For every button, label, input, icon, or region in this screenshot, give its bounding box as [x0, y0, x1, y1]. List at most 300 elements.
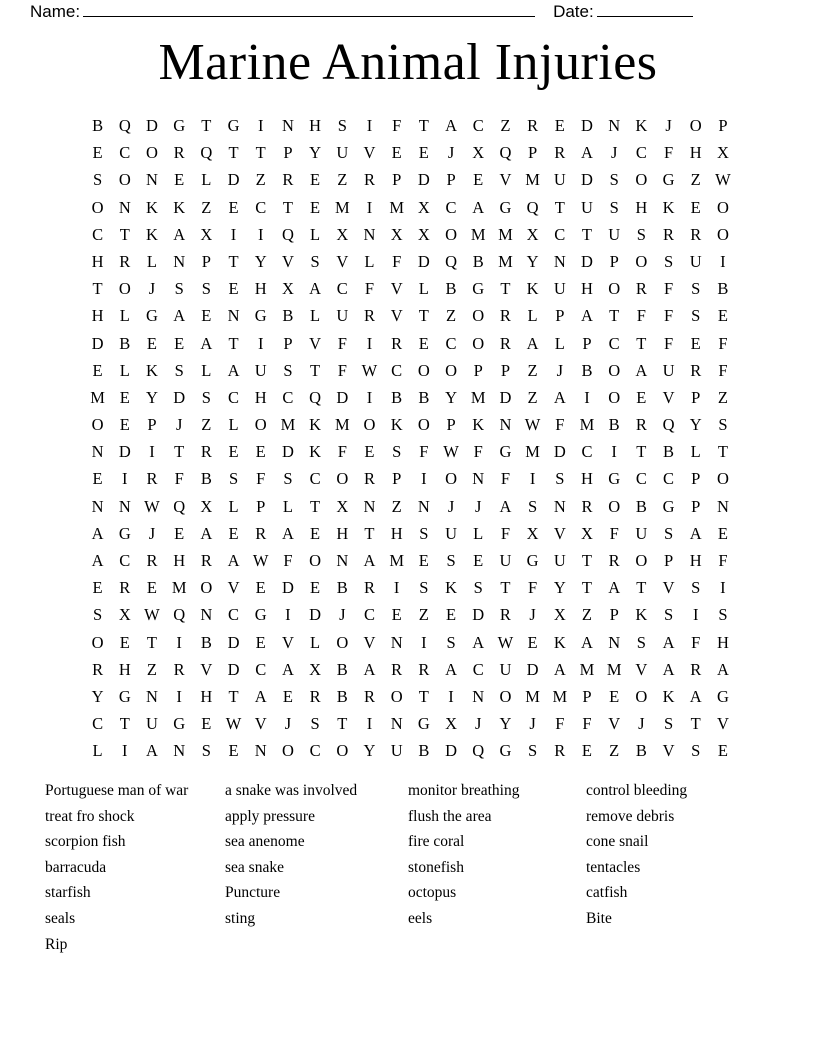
grid-cell[interactable]: E: [92, 578, 103, 598]
grid-cell[interactable]: S: [337, 116, 347, 135]
grid-cell[interactable]: C: [554, 224, 566, 244]
grid-cell[interactable]: I: [421, 632, 427, 652]
grid-cell[interactable]: Z: [527, 360, 538, 380]
grid-cell[interactable]: R: [635, 415, 647, 435]
grid-cell[interactable]: J: [148, 279, 156, 299]
word-list-item[interactable]: flush the area: [408, 807, 492, 825]
grid-cell[interactable]: F: [500, 523, 510, 543]
grid-cell[interactable]: E: [174, 333, 185, 353]
grid-cell[interactable]: U: [635, 523, 648, 543]
grid-cell[interactable]: V: [336, 251, 349, 271]
grid-cell[interactable]: E: [146, 578, 158, 598]
grid-cell[interactable]: N: [227, 306, 240, 326]
grid-cell[interactable]: L: [310, 632, 321, 652]
grid-cell[interactable]: S: [663, 605, 674, 625]
grid-cell[interactable]: D: [581, 251, 593, 271]
grid-cell[interactable]: A: [200, 333, 213, 353]
grid-cell[interactable]: T: [636, 442, 647, 462]
grid-cell[interactable]: E: [228, 279, 239, 299]
grid-cell[interactable]: D: [173, 387, 186, 407]
word-list-item[interactable]: Portuguese man of war: [45, 782, 189, 799]
grid-cell[interactable]: U: [499, 551, 512, 570]
grid-cell[interactable]: P: [582, 333, 592, 353]
grid-cell[interactable]: S: [528, 741, 538, 761]
grid-cell[interactable]: N: [472, 469, 485, 489]
grid-cell[interactable]: Y: [689, 415, 702, 435]
grid-cell[interactable]: I: [366, 116, 373, 135]
grid-cell[interactable]: V: [635, 659, 648, 679]
grid-cell[interactable]: X: [336, 496, 349, 516]
grid-cell[interactable]: J: [475, 714, 482, 734]
grid-cell[interactable]: D: [146, 116, 158, 135]
grid-cell[interactable]: M: [498, 224, 513, 244]
grid-cell[interactable]: L: [310, 306, 321, 326]
grid-cell[interactable]: N: [146, 170, 158, 190]
grid-cell[interactable]: X: [200, 496, 213, 516]
grid-cell[interactable]: A: [472, 197, 485, 217]
grid-cell[interactable]: R: [363, 686, 375, 706]
grid-cell[interactable]: U: [499, 659, 512, 679]
grid-cell[interactable]: T: [310, 360, 321, 380]
grid-cell[interactable]: F: [392, 116, 402, 135]
grid-cell[interactable]: D: [553, 442, 566, 462]
grid-cell[interactable]: B: [336, 659, 348, 679]
grid-cell[interactable]: G: [254, 306, 267, 326]
grid-cell[interactable]: L: [201, 170, 212, 190]
grid-cell[interactable]: Z: [609, 741, 620, 761]
grid-cell[interactable]: R: [554, 741, 566, 761]
grid-cell[interactable]: S: [691, 578, 701, 598]
grid-cell[interactable]: W: [497, 632, 514, 652]
date-input-line[interactable]: [597, 3, 693, 17]
grid-cell[interactable]: L: [418, 279, 429, 299]
grid-cell[interactable]: G: [499, 442, 512, 462]
grid-cell[interactable]: F: [718, 360, 728, 380]
grid-cell[interactable]: K: [472, 415, 485, 435]
grid-cell[interactable]: K: [390, 415, 403, 435]
grid-cell[interactable]: E: [92, 360, 103, 380]
grid-cell[interactable]: S: [718, 605, 728, 625]
grid-cell[interactable]: A: [553, 387, 566, 407]
grid-cell[interactable]: X: [309, 659, 322, 679]
grid-cell[interactable]: D: [309, 605, 322, 625]
grid-cell[interactable]: N: [91, 496, 104, 516]
grid-cell[interactable]: X: [417, 197, 430, 217]
grid-cell[interactable]: G: [608, 469, 621, 489]
grid-cell[interactable]: B: [391, 387, 403, 407]
grid-cell[interactable]: X: [118, 605, 131, 625]
grid-cell[interactable]: P: [691, 469, 701, 489]
grid-cell[interactable]: R: [309, 686, 321, 706]
grid-cell[interactable]: A: [363, 659, 376, 679]
grid-cell[interactable]: D: [526, 659, 539, 679]
grid-cell[interactable]: R: [146, 469, 158, 489]
grid-cell[interactable]: K: [146, 197, 158, 217]
grid-cell[interactable]: Z: [717, 387, 728, 407]
grid-cell[interactable]: Z: [690, 170, 701, 190]
word-list-item[interactable]: treat fro shock: [45, 807, 135, 825]
grid-cell[interactable]: Z: [418, 605, 429, 625]
grid-cell[interactable]: O: [118, 279, 131, 299]
grid-cell[interactable]: H: [309, 116, 322, 135]
grid-cell[interactable]: N: [608, 116, 621, 135]
grid-cell[interactable]: O: [91, 632, 104, 652]
grid-cell[interactable]: G: [146, 306, 158, 326]
grid-cell[interactable]: C: [472, 659, 484, 679]
word-list-item[interactable]: Puncture: [225, 884, 281, 902]
grid-cell[interactable]: W: [715, 170, 731, 190]
grid-cell[interactable]: O: [635, 551, 648, 570]
grid-cell[interactable]: U: [146, 714, 158, 734]
grid-cell[interactable]: F: [500, 469, 510, 489]
grid-cell[interactable]: Q: [173, 496, 186, 516]
grid-cell[interactable]: D: [227, 632, 240, 652]
grid-cell[interactable]: O: [417, 415, 430, 435]
grid-cell[interactable]: C: [309, 469, 321, 489]
grid-cell[interactable]: A: [689, 686, 702, 706]
grid-cell[interactable]: B: [282, 306, 294, 326]
grid-cell[interactable]: E: [554, 116, 565, 135]
grid-cell[interactable]: O: [445, 224, 457, 244]
grid-cell[interactable]: B: [663, 442, 675, 462]
grid-cell[interactable]: B: [336, 686, 348, 706]
grid-cell[interactable]: R: [200, 442, 212, 462]
grid-cell[interactable]: E: [473, 170, 484, 190]
grid-cell[interactable]: U: [254, 360, 267, 380]
grid-cell[interactable]: C: [228, 605, 240, 625]
grid-cell[interactable]: E: [92, 143, 103, 163]
grid-cell[interactable]: F: [636, 306, 646, 326]
grid-cell[interactable]: N: [417, 496, 430, 516]
grid-cell[interactable]: V: [390, 306, 403, 326]
grid-cell[interactable]: N: [118, 496, 131, 516]
grid-cell[interactable]: S: [392, 442, 402, 462]
grid-cell[interactable]: F: [528, 578, 538, 598]
grid-cell[interactable]: S: [419, 578, 429, 598]
grid-cell[interactable]: B: [92, 116, 104, 135]
grid-cell[interactable]: I: [366, 387, 373, 407]
grid-cell[interactable]: L: [228, 415, 239, 435]
grid-cell[interactable]: O: [254, 415, 267, 435]
grid-cell[interactable]: C: [445, 333, 457, 353]
grid-cell[interactable]: B: [336, 578, 348, 598]
grid-cell[interactable]: S: [201, 387, 211, 407]
grid-cell[interactable]: C: [92, 714, 104, 734]
grid-cell[interactable]: L: [92, 741, 103, 761]
grid-cell[interactable]: J: [339, 605, 346, 625]
grid-cell[interactable]: I: [149, 442, 155, 462]
grid-cell[interactable]: O: [716, 224, 729, 244]
grid-cell[interactable]: N: [390, 632, 403, 652]
grid-cell[interactable]: T: [146, 632, 158, 652]
grid-cell[interactable]: E: [228, 197, 239, 217]
grid-cell[interactable]: V: [309, 333, 322, 353]
grid-cell[interactable]: P: [582, 686, 592, 706]
grid-cell[interactable]: P: [283, 333, 293, 353]
grid-cell[interactable]: P: [609, 251, 619, 271]
grid-cell[interactable]: K: [309, 442, 322, 462]
grid-cell[interactable]: Q: [281, 224, 294, 244]
word-list-item[interactable]: seals: [45, 909, 76, 927]
grid-cell[interactable]: O: [635, 170, 648, 190]
grid-cell[interactable]: U: [553, 279, 566, 299]
grid-cell[interactable]: F: [283, 551, 293, 570]
grid-cell[interactable]: P: [446, 415, 456, 435]
grid-cell[interactable]: G: [118, 686, 131, 706]
grid-cell[interactable]: R: [363, 578, 375, 598]
grid-cell[interactable]: G: [472, 279, 485, 299]
grid-cell[interactable]: Z: [146, 659, 158, 679]
grid-cell[interactable]: E: [364, 442, 375, 462]
grid-cell[interactable]: G: [173, 116, 186, 135]
grid-cell[interactable]: S: [609, 170, 619, 190]
grid-cell[interactable]: H: [689, 551, 702, 570]
grid-cell[interactable]: Z: [581, 605, 593, 625]
word-list-item[interactable]: Rip: [45, 935, 68, 953]
grid-cell[interactable]: Q: [309, 387, 322, 407]
grid-cell[interactable]: J: [175, 415, 183, 435]
grid-cell[interactable]: E: [228, 442, 239, 462]
grid-cell[interactable]: Y: [254, 251, 267, 271]
grid-cell[interactable]: M: [606, 659, 622, 679]
grid-cell[interactable]: V: [662, 387, 675, 407]
grid-cell[interactable]: I: [257, 224, 264, 244]
grid-cell[interactable]: C: [255, 659, 267, 679]
grid-cell[interactable]: X: [472, 143, 485, 163]
grid-cell[interactable]: R: [146, 551, 158, 570]
grid-cell[interactable]: T: [717, 442, 728, 462]
grid-cell[interactable]: Z: [445, 306, 457, 326]
grid-cell[interactable]: C: [363, 605, 375, 625]
grid-cell[interactable]: T: [201, 116, 212, 135]
grid-cell[interactable]: N: [173, 741, 186, 761]
grid-cell[interactable]: I: [366, 714, 373, 734]
grid-cell[interactable]: E: [174, 523, 185, 543]
grid-cell[interactable]: E: [255, 442, 266, 462]
grid-cell[interactable]: M: [334, 415, 350, 435]
grid-cell[interactable]: H: [635, 197, 648, 217]
grid-cell[interactable]: A: [635, 360, 648, 380]
grid-cell[interactable]: I: [257, 333, 264, 353]
grid-cell[interactable]: U: [662, 360, 675, 380]
grid-cell[interactable]: P: [528, 143, 538, 163]
grid-cell[interactable]: Y: [553, 578, 566, 598]
grid-cell[interactable]: E: [255, 578, 266, 598]
grid-cell[interactable]: V: [390, 279, 403, 299]
grid-cell[interactable]: E: [228, 741, 239, 761]
grid-cell[interactable]: K: [146, 360, 158, 380]
grid-cell[interactable]: F: [691, 632, 701, 652]
grid-cell[interactable]: U: [336, 306, 349, 326]
grid-cell[interactable]: R: [499, 306, 511, 326]
grid-cell[interactable]: S: [636, 224, 646, 244]
grid-cell[interactable]: M: [280, 415, 296, 435]
grid-cell[interactable]: F: [663, 333, 674, 353]
grid-cell[interactable]: S: [718, 415, 728, 435]
word-list-item[interactable]: eels: [408, 909, 433, 927]
grid-cell[interactable]: G: [254, 605, 267, 625]
grid-cell[interactable]: X: [336, 224, 349, 244]
word-search-grid[interactable]: [84, 112, 737, 765]
grid-cell[interactable]: S: [446, 632, 456, 652]
grid-cell[interactable]: J: [610, 143, 618, 163]
grid-cell[interactable]: P: [500, 360, 510, 380]
grid-cell[interactable]: N: [390, 714, 403, 734]
grid-cell[interactable]: O: [91, 197, 104, 217]
grid-cell[interactable]: A: [445, 659, 457, 679]
grid-cell[interactable]: V: [662, 578, 675, 598]
grid-cell[interactable]: D: [417, 170, 430, 190]
grid-cell[interactable]: N: [608, 632, 621, 652]
grid-cell[interactable]: E: [310, 578, 321, 598]
grid-cell[interactable]: B: [608, 415, 620, 435]
grid-cell[interactable]: N: [118, 197, 131, 217]
grid-cell[interactable]: L: [201, 360, 212, 380]
grid-cell[interactable]: D: [445, 741, 457, 761]
grid-cell[interactable]: V: [227, 578, 240, 598]
grid-cell[interactable]: T: [228, 333, 239, 353]
grid-cell[interactable]: B: [717, 279, 729, 299]
grid-cell[interactable]: O: [608, 279, 621, 299]
grid-cell[interactable]: D: [91, 333, 104, 353]
grid-cell[interactable]: N: [499, 415, 512, 435]
grid-cell[interactable]: S: [663, 523, 674, 543]
grid-cell[interactable]: R: [173, 659, 185, 679]
grid-cell[interactable]: N: [553, 496, 566, 516]
grid-cell[interactable]: O: [445, 469, 457, 489]
grid-cell[interactable]: M: [579, 659, 595, 679]
word-list-item[interactable]: barracuda: [45, 858, 107, 876]
grid-cell[interactable]: Z: [391, 496, 402, 516]
grid-cell[interactable]: A: [662, 632, 675, 652]
grid-cell[interactable]: M: [579, 415, 595, 435]
grid-cell[interactable]: A: [91, 523, 104, 543]
grid-cell[interactable]: U: [608, 224, 621, 244]
grid-cell[interactable]: I: [529, 469, 536, 489]
grid-cell[interactable]: Q: [445, 251, 457, 271]
grid-cell[interactable]: B: [472, 251, 484, 271]
grid-cell[interactable]: M: [171, 578, 187, 598]
grid-cell[interactable]: E: [690, 333, 701, 353]
name-input-line[interactable]: [83, 3, 535, 17]
grid-cell[interactable]: S: [201, 741, 211, 761]
grid-cell[interactable]: E: [282, 686, 293, 706]
grid-cell[interactable]: R: [690, 224, 702, 244]
grid-cell[interactable]: F: [337, 442, 347, 462]
word-list-item[interactable]: stonefish: [408, 858, 464, 876]
grid-cell[interactable]: I: [176, 686, 182, 706]
grid-cell[interactable]: H: [200, 686, 213, 706]
grid-cell[interactable]: P: [555, 306, 565, 326]
grid-cell[interactable]: I: [611, 442, 617, 462]
grid-cell[interactable]: U: [445, 523, 457, 543]
grid-cell[interactable]: A: [91, 551, 104, 570]
grid-cell[interactable]: O: [608, 360, 621, 380]
grid-cell[interactable]: L: [310, 224, 321, 244]
grid-cell[interactable]: M: [525, 442, 540, 462]
grid-cell[interactable]: G: [499, 741, 512, 761]
grid-cell[interactable]: Z: [500, 116, 511, 135]
grid-cell[interactable]: A: [173, 224, 186, 244]
grid-cell[interactable]: F: [555, 714, 565, 734]
grid-cell[interactable]: B: [200, 469, 212, 489]
grid-cell[interactable]: T: [500, 578, 511, 598]
grid-cell[interactable]: O: [281, 741, 294, 761]
grid-cell[interactable]: B: [635, 741, 647, 761]
grid-cell[interactable]: M: [498, 251, 513, 271]
grid-cell[interactable]: C: [255, 197, 267, 217]
grid-cell[interactable]: S: [174, 279, 184, 299]
grid-cell[interactable]: B: [445, 279, 457, 299]
grid-cell[interactable]: D: [281, 578, 294, 598]
grid-cell[interactable]: O: [608, 496, 621, 516]
grid-cell[interactable]: S: [201, 279, 211, 299]
grid-cell[interactable]: C: [336, 279, 348, 299]
grid-cell[interactable]: Q: [118, 116, 131, 135]
grid-cell[interactable]: W: [144, 496, 160, 516]
grid-cell[interactable]: T: [228, 686, 239, 706]
grid-cell[interactable]: Y: [499, 714, 512, 734]
grid-cell[interactable]: N: [200, 605, 213, 625]
word-list-item[interactable]: octopus: [408, 884, 457, 902]
grid-cell[interactable]: T: [228, 251, 239, 271]
grid-cell[interactable]: R: [363, 306, 375, 326]
grid-cell[interactable]: V: [281, 251, 294, 271]
grid-cell[interactable]: C: [309, 741, 321, 761]
grid-cell[interactable]: A: [581, 143, 593, 163]
grid-cell[interactable]: E: [391, 143, 402, 163]
grid-cell[interactable]: I: [448, 686, 454, 706]
grid-cell[interactable]: R: [119, 578, 131, 598]
grid-cell[interactable]: G: [526, 551, 539, 570]
grid-cell[interactable]: V: [662, 741, 675, 761]
grid-cell[interactable]: G: [716, 686, 729, 706]
grid-cell[interactable]: K: [662, 197, 675, 217]
grid-cell[interactable]: X: [200, 224, 213, 244]
grid-cell[interactable]: F: [718, 551, 728, 570]
grid-cell[interactable]: I: [584, 387, 590, 407]
grid-cell[interactable]: S: [310, 251, 320, 271]
grid-cell[interactable]: E: [445, 605, 457, 625]
grid-cell[interactable]: R: [282, 170, 294, 190]
grid-cell[interactable]: T: [636, 333, 647, 353]
grid-cell[interactable]: S: [283, 469, 293, 489]
grid-cell[interactable]: R: [391, 333, 403, 353]
grid-cell[interactable]: L: [282, 496, 293, 516]
grid-cell[interactable]: G: [417, 714, 430, 734]
grid-cell[interactable]: O: [309, 551, 322, 570]
word-list-item[interactable]: control bleeding: [586, 782, 688, 799]
grid-cell[interactable]: R: [499, 333, 511, 353]
grid-cell[interactable]: A: [472, 632, 485, 652]
grid-cell[interactable]: Y: [363, 741, 376, 761]
grid-cell[interactable]: B: [418, 387, 430, 407]
grid-cell[interactable]: T: [119, 224, 130, 244]
grid-cell[interactable]: J: [447, 143, 455, 163]
grid-cell[interactable]: H: [390, 523, 403, 543]
grid-cell[interactable]: F: [663, 143, 674, 163]
grid-cell[interactable]: N: [281, 116, 294, 135]
grid-cell[interactable]: O: [635, 686, 648, 706]
grid-cell[interactable]: V: [200, 659, 213, 679]
grid-cell[interactable]: T: [228, 143, 239, 163]
grid-cell[interactable]: O: [363, 415, 376, 435]
word-list-item[interactable]: Bite: [586, 909, 612, 927]
grid-cell[interactable]: R: [173, 143, 185, 163]
grid-cell[interactable]: V: [716, 714, 729, 734]
grid-cell[interactable]: A: [173, 306, 186, 326]
grid-cell[interactable]: X: [445, 714, 457, 734]
